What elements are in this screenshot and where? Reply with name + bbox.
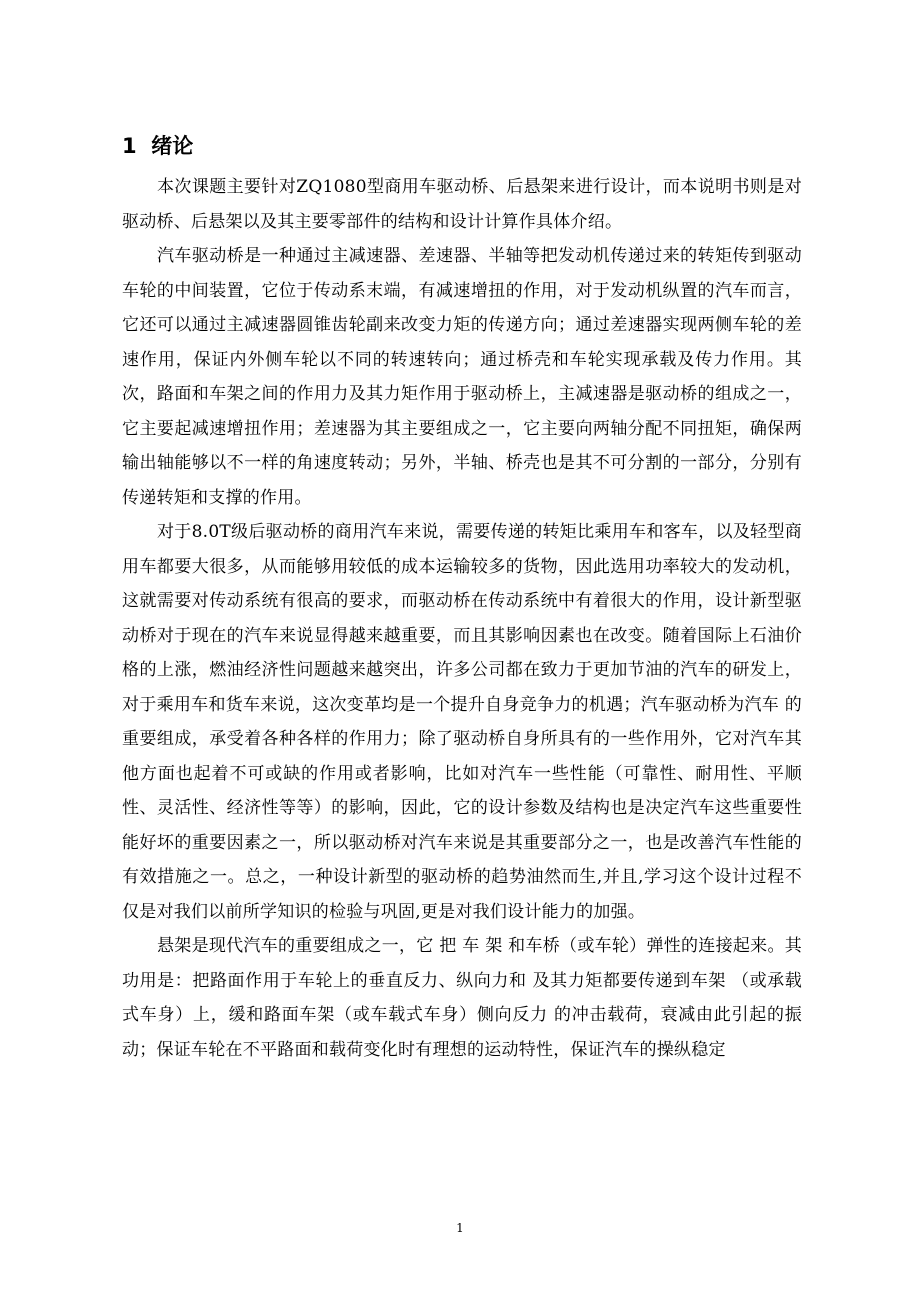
section-heading bbox=[122, 131, 193, 161]
paragraph-drive-axle: 汽车驱动桥是一种通过主减速器、差速器、半轴等把发动机传递过来的转矩传到驱动车轮的中间装置，它位于传动系末端，有减速增扭的作用，对于发动机纵置的汽车而言，它还可以通过主减速器圆锥齿轮副来改变力矩的传递方向；通过差速器实现两侧车轮的差速作用，保证内外侧车轮以不同的转速转向；通过桥壳和车轮实现承载及传力作用。其次，路面和车架之间的作用力及其力矩作用于驱动桥上，主减速器是驱动桥的组成之一，它主要起减速增扭作用；差速器为其主要组成之一，它主要向两轴分配不同扭矩，确保两输出轴能够以不一样的角速度转动；另外，半轴、桥壳也是其不可分割的一部分，分别有传递转矩和支撑的作用。 bbox=[122, 246, 802, 508]
paragraph-suspension: 悬架是现代汽车的重要组成之一，它 把 车 架 和车桥（或车轮）弹性的连接起来。其功用是：把路面作用于车轮上的垂直反力、纵向力和 及其力矩都要传递到车架 （或承载式车身）上，缓和路面车架（或车载式车身）侧向反力 的冲击载荷，衰减由此引起的振动；保证车轮在不平路面和载荷变化时有理想的运动特性，保证汽车的操纵稳定 bbox=[122, 936, 802, 1060]
paragraph-intro: 本次课题主要针对ZQ1080型商用车驱动桥、后悬架来进行设计，而本说明书则是对驱动桥、后悬架以及其主要零部件的结构和设计计算作具体介绍。 bbox=[122, 177, 802, 232]
body-text bbox=[122, 170, 802, 1067]
paragraph-commercial-vehicle: 对于8.0T级后驱动桥的商用汽车来说，需要传递的转矩比乘用车和客车，以及轻型商用车都要大很多，从而能够用较低的成本运输较多的货物，因此选用功率较大的发动机，这就需要对传动系统有很高的要求，而驱动桥在传动系统中有着很大的作用，设计新型驱动桥对于现在的汽车来说显得越来越重要，而且其影响因素也在改变。随着国际上石油价格的上涨，燃油经济性问题越来越突出，许多公司都在致力于更加节油的汽车的研发上，对于乘用车和货车来说，这次变革均是一个提升自身竞争力的机遇；汽车驱动桥为汽车 的重要组成，承受着各种各样的作用力；除了驱动桥自身所具有的一些作用外，它对汽车其他方面也起着不可或缺的作用或者影响，比如对汽车一些性能（可靠性、耐用性、平顺性、灵活性、经济性等等）的影响，因此，它的设计参数及结构也是决定汽车这些重要性能好坏的重要因素之一，所以驱动桥对汽车来说是其重要部分之一，也是改善汽车性能的有效措施之一。总之，一种设计新型的驱动桥的趋势油然而生,并且,学习这个设计过程不仅是对我们以前所学知识的检验与巩固,更是对我们设计能力的加强。 bbox=[122, 522, 802, 922]
page-number: 1 bbox=[456, 1221, 464, 1235]
section-title: 绪论 bbox=[151, 134, 194, 158]
section-number: 1 bbox=[122, 134, 137, 158]
